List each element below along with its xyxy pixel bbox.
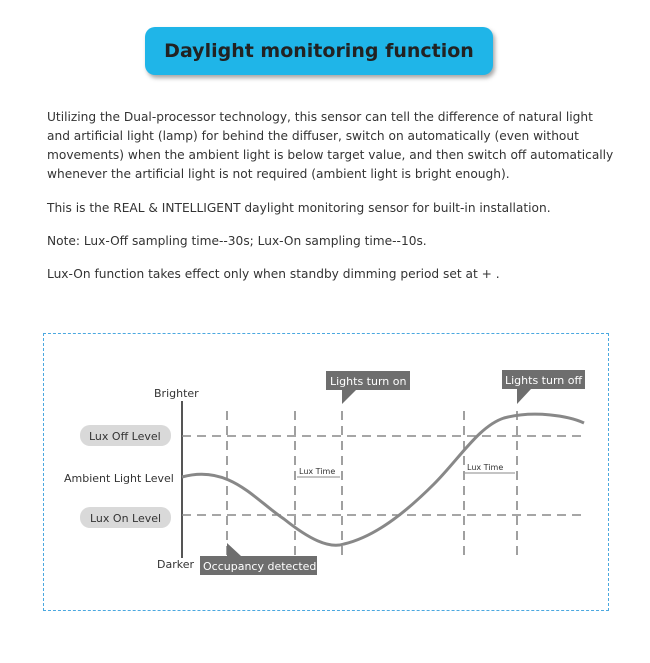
lights-turn-off-pointer: [517, 389, 531, 404]
lights-turn-on-label: Lights turn on: [330, 375, 407, 388]
ambient-light-level-label: Ambient Light Level: [64, 472, 174, 485]
lux-off-level-label: Lux Off Level: [89, 430, 161, 443]
darker-label: Darker: [157, 558, 195, 571]
description-paragraph: Utilizing the Dual-processor technology, this sensor can tell the difference of natural light and artificial light (lamp) for behind the diffuser, switch on automatically (even without movements) when the ambient light is below target value, and then switch off automatically whenever the artificial light is not required (ambient light is bright enough).: [47, 110, 614, 181]
intelligent-sensor-note: This is the REAL & INTELLIGENT daylight monitoring sensor for built-in installation.: [47, 201, 551, 215]
daylight-diagram-svg: [44, 334, 608, 610]
lux-time-label-1: Lux Time: [299, 467, 336, 476]
occupancy-detected-label: Occupancy detected: [203, 560, 317, 573]
daylight-diagram: [43, 333, 609, 611]
sampling-time-note: Note: Lux-Off sampling time--30s; Lux-On sampling time--10s.: [47, 234, 427, 248]
title-badge: [145, 27, 493, 75]
page-title: Daylight monitoring function: [164, 40, 474, 62]
occupancy-pointer: [227, 543, 241, 556]
ambient-light-curve: [182, 414, 584, 545]
lights-turn-off-label: Lights turn off: [505, 374, 583, 387]
lux-on-level-label: Lux On Level: [90, 512, 162, 525]
brighter-label: Brighter: [154, 387, 199, 400]
lights-turn-on-pointer: [342, 390, 356, 404]
lux-on-function-note: Lux-On function takes effect only when standby dimming period set at + .: [47, 267, 500, 281]
lux-time-label-2: Lux Time: [467, 463, 504, 472]
